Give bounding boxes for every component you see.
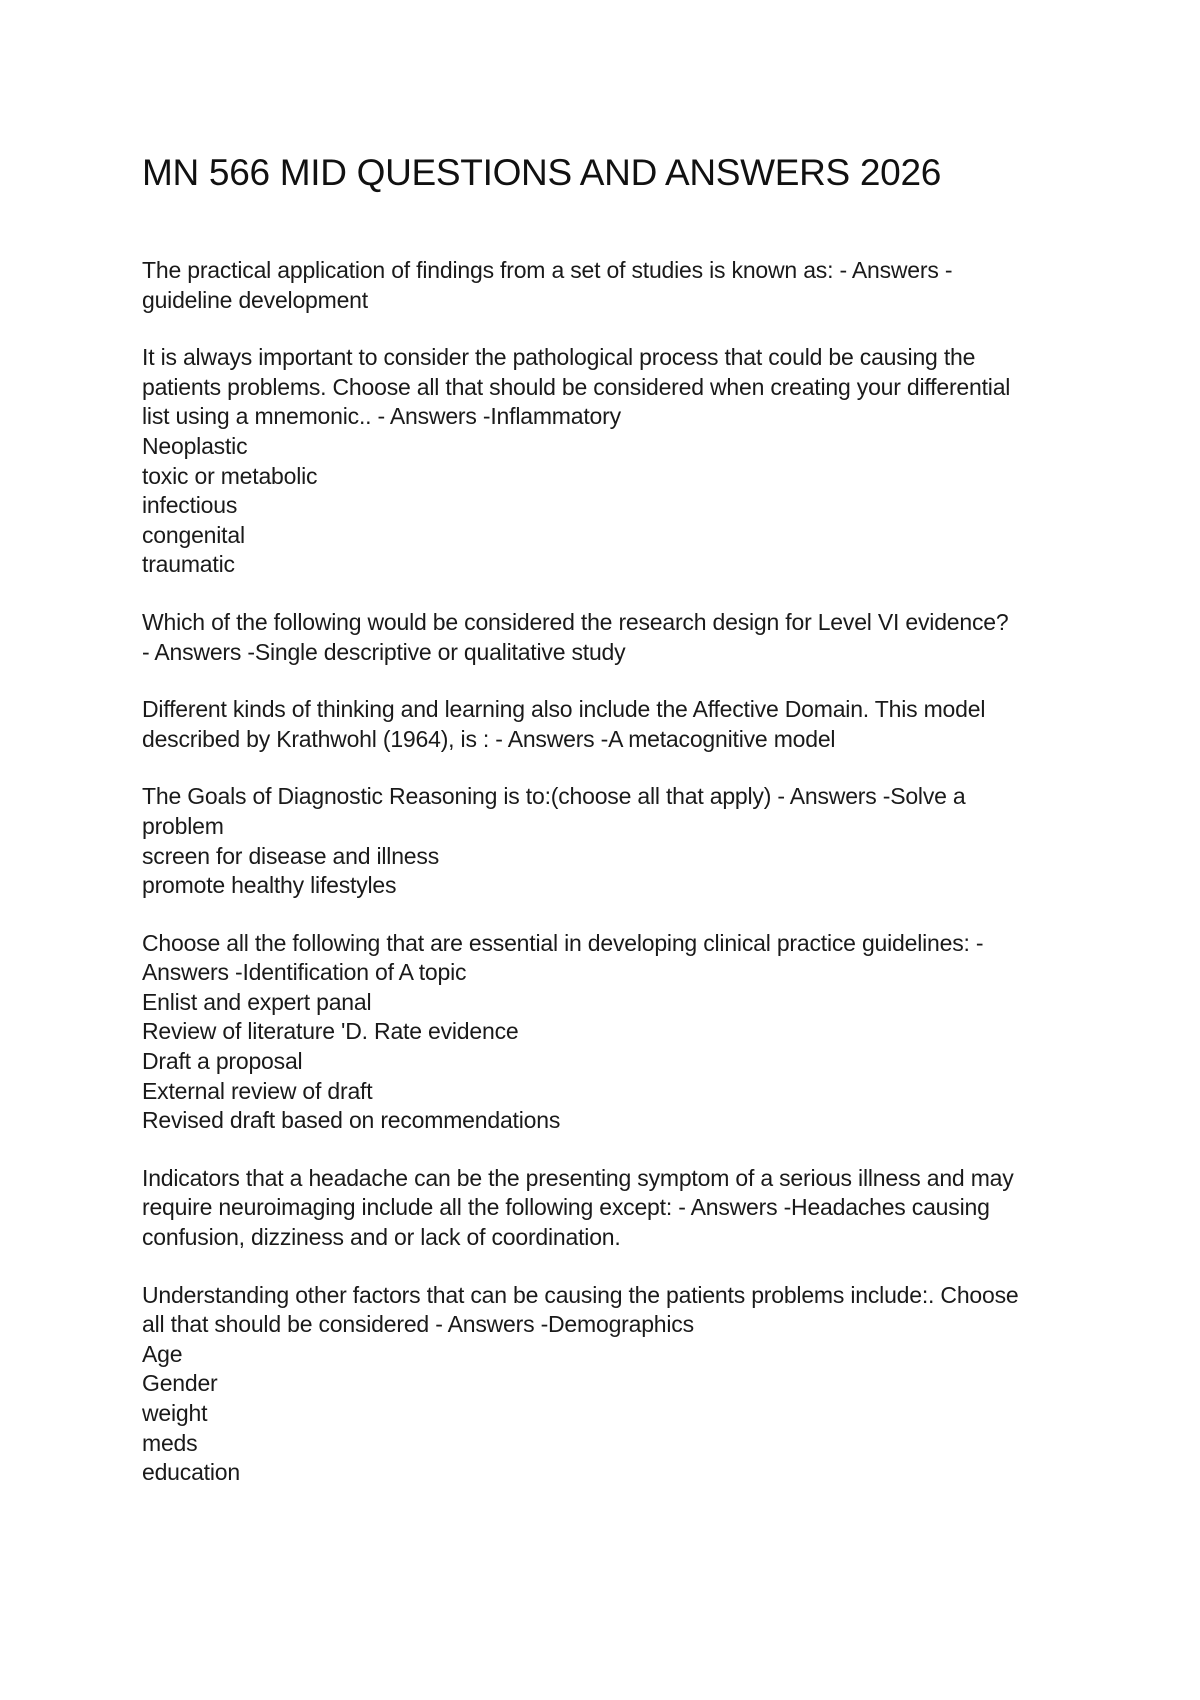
text-line: Choose all the following that are essential in developing clinical practice guidelines: - <box>142 929 984 956</box>
text-line: It is always important to consider the pathological process that could be causing the <box>142 344 976 371</box>
qa-item <box>142 256 1082 315</box>
text-line: Age <box>142 1340 183 1367</box>
text-line: Indicators that a headache can be the presenting symptom of a serious illness and may <box>142 1164 1014 1191</box>
text-line: traumatic <box>142 551 235 578</box>
text-line: Different kinds of thinking and learning also include the Affective Domain. This model <box>142 696 986 723</box>
text-line: promote healthy lifestyles <box>142 872 397 899</box>
text-line: described by Krathwohl (1964), is : - Answers -A metacognitive model <box>142 725 836 752</box>
text-line: meds <box>142 1429 198 1456</box>
text-line: Enlist and expert panal <box>142 988 372 1015</box>
text-line: Answers -Identification of A topic <box>142 959 467 986</box>
text-line: Neoplastic <box>142 432 248 459</box>
page-title: MN 566 MID QUESTIONS AND ANSWERS 2026 <box>142 152 942 193</box>
text-line: - Answers -Single descriptive or qualitative study <box>142 638 626 665</box>
qa-item <box>142 1281 1082 1488</box>
text-line: toxic or metabolic <box>142 462 318 489</box>
text-line: screen for disease and illness <box>142 842 439 869</box>
text-line: all that should be considered - Answers -Demographics <box>142 1311 694 1338</box>
text-line: Review of literature 'D. Rate evidence <box>142 1018 519 1045</box>
qa-item <box>142 695 1082 754</box>
text-line: Revised draft based on recommendations <box>142 1107 561 1134</box>
text-line: The Goals of Diagnostic Reasoning is to:(choose all that apply) - Answers -Solve a <box>142 783 966 810</box>
text-line: External review of draft <box>142 1077 373 1104</box>
text-line: Draft a proposal <box>142 1048 303 1075</box>
text-line: The practical application of findings from a set of studies is known as: - Answers - <box>142 257 953 283</box>
text-line: problem <box>142 812 224 839</box>
qa-list <box>142 256 1082 1516</box>
text-line: require neuroimaging include all the following except: - Answers -Headaches causing <box>142 1194 990 1221</box>
text-line: patients problems. Choose all that should be considered when creating your differential <box>142 373 1011 400</box>
text-line: infectious <box>142 492 238 519</box>
text-line: Understanding other factors that can be causing the patients problems include:. Choose <box>142 1281 1019 1308</box>
qa-item <box>142 1164 1082 1253</box>
qa-item <box>142 782 1082 900</box>
text-line: confusion, dizziness and or lack of coordination. <box>142 1224 621 1251</box>
text-line: education <box>142 1459 240 1486</box>
qa-item <box>142 343 1082 580</box>
qa-item <box>142 929 1082 1136</box>
text-line: Gender <box>142 1370 218 1397</box>
text-line: Which of the following would be considered the research design for Level VI evidence? <box>142 608 1009 635</box>
qa-item <box>142 608 1082 667</box>
text-line: list using a mnemonic.. - Answers -Inflammatory <box>142 403 621 430</box>
text-line: weight <box>142 1400 208 1426</box>
text-line: congenital <box>142 521 245 548</box>
text-line: guideline development <box>142 286 368 313</box>
